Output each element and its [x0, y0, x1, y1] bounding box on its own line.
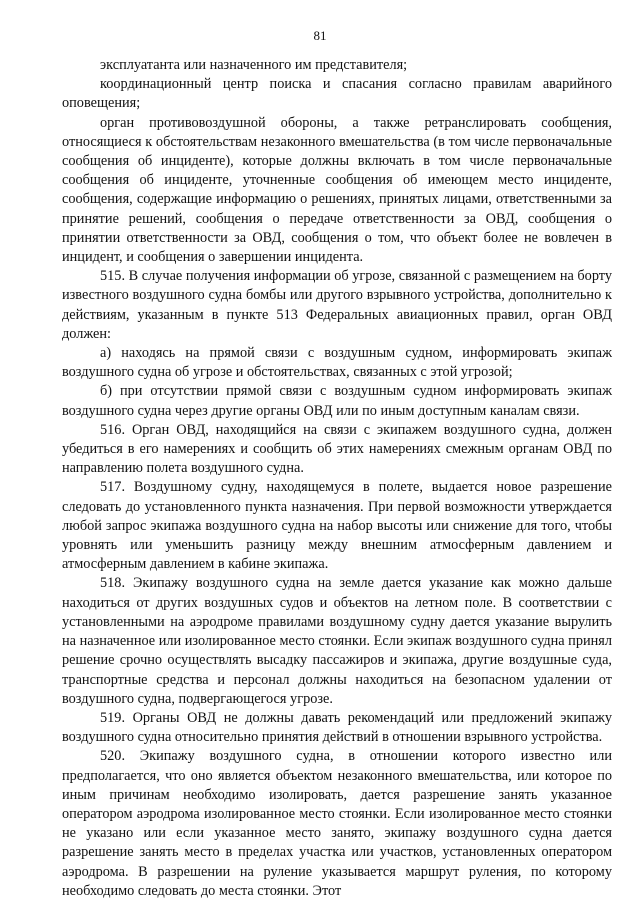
paragraph-515: 515. В случае получения информации об угрозе, связанной с размещением на борту известного воздушного судна бомбы или другого взрывного устройства, дополнительно к действиям, указанным в пункте 513 Федеральных авиационных правил, орган ОВД должен: — [62, 268, 612, 342]
paragraph-516: 516. Орган ОВД, находящийся на связи с экипажем воздушного судна, должен убедиться в его намерениях и сообщить об этих намерениях смежным органам ОВД по направлению полета воздушного судна. — [62, 421, 612, 477]
paragraph-515-b: б) при отсутствии прямой связи с воздушным судном информировать экипаж воздушного судна через другие органы ОВД или по иным доступным каналам связи. — [62, 383, 612, 419]
paragraph-519: 519. Органы ОВД не должны давать рекомендаций или предложений экипажу воздушного судна относительно принятия действий в отношении взрывного устройства. — [62, 709, 612, 746]
paragraph-search-rescue-center: координационный центр поиска и спасания согласно правилам аварийного оповещения; — [62, 76, 612, 112]
paragraph-air-defense: орган противовоздушной обороны, а также ретранслировать сообщения, относящиеся к обстоятельствам незаконного вмешательства (в том числе первоначальные сообщения об инциденте), которые должны включать в том числе первоначальные сообщения об инциденте, уточненные сообщения об имеющем место инциденте, сообщения, содержащие информацию о решениях, принятых лицами, ответственными за принятие решений, сообщения о передаче ответственности за ОВД, сообщения о принятии ответственности за ОВД, сообщения о том, что объект более не вовлечен в инцидент, и сообщения о завершении инцидента. — [62, 114, 612, 266]
paragraph-operator-representative: эксплуатанта или назначенного им представителя; — [100, 57, 408, 73]
document-body — [62, 56, 612, 901]
paragraph-515-a: а) находясь на прямой связи с воздушным судном, информировать экипаж воздушного судна об угрозе и обстоятельствах, связанных с этой угрозой; — [62, 345, 612, 381]
page-number: 81 — [313, 28, 327, 43]
paragraph-520: 520. Экипажу воздушного судна, в отношении которого известно или предполагается, что оно является объектом незаконного вмешательства, или которое по иным причинам необходимо изолировать, дается разрешение занять указанное оператором аэродрома изолированное место стоянки. Если изолированное место стоянки не указано или если указанное место занято, экипажу воздушного судна дается разрешение занять место в пределах участка или участков, установленных оператором аэродрома. В разрешении на руление указывается маршрут руления, по которому необходимо следовать до места стоянки. Этот — [62, 748, 612, 899]
paragraph-517: 517. Воздушному судну, находящемуся в полете, выдается новое разрешение следовать до установленного пункта назначения. При первой возможности утверждается любой запрос экипажа воздушного судна на набор высоты или снижение для того, чтобы уровнять или уменьшить разницу между внешним атмосферным давлением и атмосферным давлением в кабине экипажа. — [62, 479, 612, 573]
paragraph-518: 518. Экипажу воздушного судна на земле дается указание как можно дальше находиться от других воздушных судов и объектов на летном поле. В соответствии с установленными на аэродроме правилами воздушному судну дается указание вырулить на назначенное или изолированное место стоянки. Если экипаж воздушного судна принял решение срочно осуществлять высадку пассажиров и экипажа, другие воздушные суда, транспортные средства и персонал должны находиться на безопасном удалении от воздушного судна, подвергающегося угрозе. — [62, 575, 612, 707]
